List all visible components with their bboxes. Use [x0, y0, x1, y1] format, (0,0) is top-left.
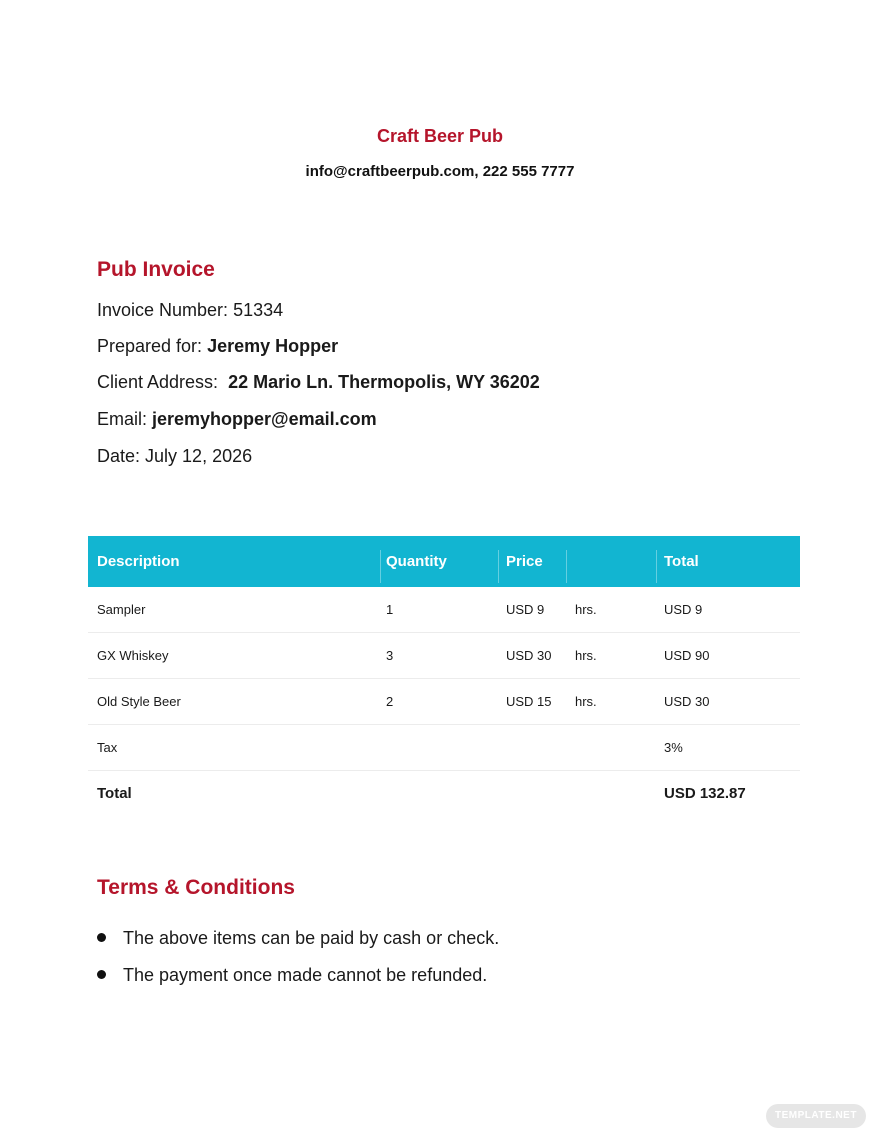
header-grid-line [566, 550, 567, 583]
invoice-number-label: Invoice Number: [97, 300, 234, 320]
header-grid-line [498, 550, 499, 583]
invoice-number-value: 51334 [233, 300, 284, 320]
term-text: The payment once made cannot be refunded. [123, 965, 488, 985]
client-address-value: 22 Mario Ln. Thermopolis, WY 36202 [228, 372, 540, 392]
email-label: Email: [97, 409, 153, 429]
header-description: Description [97, 553, 180, 570]
header-grid-line [656, 550, 657, 583]
header-grid-line [380, 550, 381, 583]
tax-row [88, 725, 800, 771]
date-label: Date: [97, 446, 146, 466]
email-line [97, 409, 377, 430]
row-total: USD 9 [664, 602, 703, 617]
bullet-icon [97, 970, 106, 979]
prepared-for-label: Prepared for: [97, 336, 208, 356]
grand-total-label: Total [97, 785, 132, 802]
row-total: USD 30 [664, 694, 710, 709]
row-price: USD 15 [506, 694, 552, 709]
prepared-for-line [97, 336, 338, 357]
prepared-for-value: Jeremy Hopper [207, 336, 339, 356]
date-line [97, 446, 252, 467]
company-name: Craft Beer Pub [376, 126, 504, 146]
tax-label: Tax [97, 740, 118, 755]
row-quantity: 1 [386, 602, 394, 617]
company-contact: info@craftbeerpub.com, 222 555 7777 [305, 163, 575, 180]
invoice-number-line [97, 300, 283, 321]
row-unit: hrs. [575, 694, 597, 709]
date-value: July 12, 2026 [145, 446, 253, 466]
row-unit: hrs. [575, 602, 597, 617]
table-header [88, 536, 800, 587]
invoice-title: Pub Invoice [97, 258, 215, 281]
grand-total-value: USD 132.87 [664, 785, 746, 802]
invoice-table [88, 536, 800, 816]
row-price: USD 9 [506, 602, 545, 617]
row-description: GX Whiskey [97, 648, 169, 663]
bullet-icon [97, 933, 106, 942]
client-address-label: Client Address: [97, 372, 229, 392]
term-item [97, 928, 499, 949]
table-row [88, 587, 800, 633]
header-total: Total [664, 553, 699, 570]
watermark-badge: TEMPLATE.NET [766, 1104, 866, 1128]
row-quantity: 2 [386, 694, 394, 709]
row-total: USD 90 [664, 648, 710, 663]
row-price: USD 30 [506, 648, 552, 663]
header-price: Price [506, 553, 543, 570]
grand-total-row [88, 771, 800, 816]
row-description: Sampler [97, 602, 146, 617]
tax-value: 3% [664, 740, 683, 755]
row-unit: hrs. [575, 648, 597, 663]
table-row [88, 679, 800, 725]
client-address-line [97, 372, 540, 393]
term-text: The above items can be paid by cash or check. [123, 928, 500, 948]
header-quantity: Quantity [386, 553, 447, 570]
row-quantity: 3 [386, 648, 394, 663]
term-item [97, 965, 487, 986]
row-description: Old Style Beer [97, 694, 181, 709]
terms-title: Terms & Conditions [97, 876, 295, 899]
table-row [88, 633, 800, 679]
email-value: jeremyhopper@email.com [152, 409, 377, 429]
